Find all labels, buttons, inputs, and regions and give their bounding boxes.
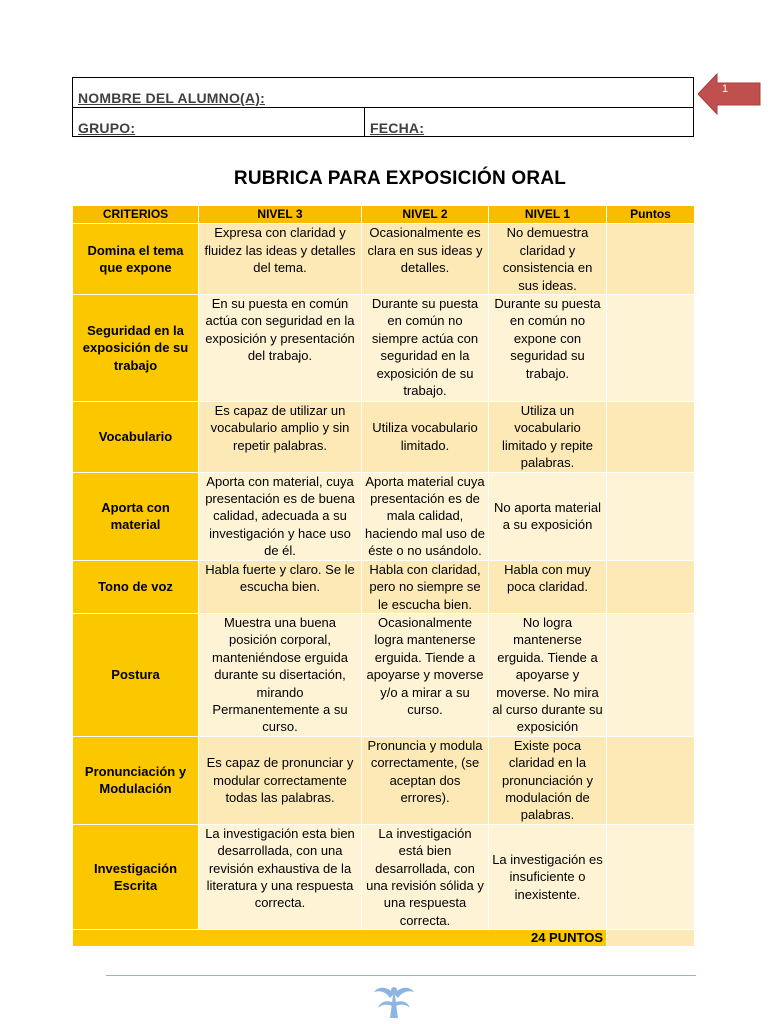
rubric-header-row: [73, 206, 695, 224]
header-criterios: CRITERIOS: [73, 206, 199, 224]
points-cell[interactable]: [607, 402, 695, 473]
page-marker-arrow: [698, 72, 762, 116]
rubric-table: [72, 205, 695, 947]
page-marker-number: 1: [721, 83, 729, 95]
student-info-box: [72, 77, 694, 137]
level-1-cell: No logra mantenerse erguida. Tiende a apoyarse y moverse. No mira al curso durante su exposición: [489, 613, 607, 736]
level-3-cell: Es capaz de utilizar un vocabulario amplio y sin repetir palabras.: [199, 402, 362, 473]
points-cell[interactable]: [607, 824, 695, 929]
floral-ornament-icon: [372, 984, 416, 1020]
points-cell[interactable]: [607, 613, 695, 736]
footer-divider: [106, 975, 696, 976]
student-name-label: NOMBRE DEL ALUMNO(A):: [78, 90, 265, 106]
criterion-cell: Vocabulario: [73, 402, 199, 473]
table-row: [73, 402, 695, 473]
points-cell[interactable]: [607, 472, 695, 560]
criterion-cell: Investigación Escrita: [73, 824, 199, 929]
level-1-cell: Habla con muy poca claridad.: [489, 560, 607, 613]
level-2-cell: Durante su puesta en común no siempre actúa con seguridad en la exposición de su trabajo.: [362, 295, 489, 402]
header-nivel-3: NIVEL 3: [199, 206, 362, 224]
table-row: [73, 613, 695, 736]
level-2-cell: Ocasionalmente es clara en sus ideas y detalles.: [362, 224, 489, 295]
level-1-cell: Utiliza un vocabulario limitado y repite palabras.: [489, 402, 607, 473]
level-2-cell: Aporta material cuya presentación es de mala calidad, haciendo mal uso de éste o no usándolo.: [362, 472, 489, 560]
level-3-cell: En su puesta en común actúa con seguridad en la exposición y presentación del trabajo.: [199, 295, 362, 402]
points-cell[interactable]: [607, 224, 695, 295]
criterion-cell: Tono de voz: [73, 560, 199, 613]
header-nivel-1: NIVEL 1: [489, 206, 607, 224]
points-cell[interactable]: [607, 736, 695, 824]
header-puntos: Puntos: [607, 206, 695, 224]
level-1-cell: Durante su puesta en común no expone con seguridad su trabajo.: [489, 295, 607, 402]
level-2-cell: La investigación está bien desarrollada, con una revisión sólida y una respuesta correcta.: [362, 824, 489, 929]
level-3-cell: Expresa con claridad y fluidez las ideas y detalles del tema.: [199, 224, 362, 295]
criterion-cell: Seguridad en la exposición de su trabajo: [73, 295, 199, 402]
total-row: [73, 930, 695, 947]
criterion-cell: Postura: [73, 613, 199, 736]
table-row: [73, 472, 695, 560]
level-3-cell: Es capaz de pronunciar y modular correctamente todas las palabras.: [199, 736, 362, 824]
points-cell[interactable]: [607, 560, 695, 613]
group-label: GRUPO:: [73, 108, 365, 137]
level-2-cell: Utiliza vocabulario limitado.: [362, 402, 489, 473]
level-1-cell: Existe poca claridad en la pronunciación y modulación de palabras.: [489, 736, 607, 824]
criterion-cell: Domina el tema que expone: [73, 224, 199, 295]
level-1-cell: No demuestra claridad y consistencia en sus ideas.: [489, 224, 607, 295]
student-name-row: [73, 78, 693, 108]
total-points: 24 PUNTOS: [73, 930, 607, 947]
criterion-cell: Pronunciación y Modulación: [73, 736, 199, 824]
level-1-cell: No aporta material a su exposición: [489, 472, 607, 560]
level-3-cell: La investigación esta bien desarrollada, con una revisión exhaustiva de la literatura y una respuesta correcta.: [199, 824, 362, 929]
criterion-cell: Aporta con material: [73, 472, 199, 560]
header-nivel-2: NIVEL 2: [362, 206, 489, 224]
points-cell[interactable]: [607, 295, 695, 402]
level-1-cell: La investigación es insuficiente o inexistente.: [489, 824, 607, 929]
table-row: [73, 224, 695, 295]
date-label: FECHA:: [370, 120, 425, 136]
table-row: [73, 824, 695, 929]
table-row: [73, 560, 695, 613]
level-3-cell: Habla fuerte y claro. Se le escucha bien.: [199, 560, 362, 613]
level-3-cell: Muestra una buena posición corporal, manteniéndose erguida durante su disertación, mirando Permanentemente a su curso.: [199, 613, 362, 736]
level-2-cell: Ocasionalmente logra mantenerse erguida. Tiende a apoyarse y moverse y/o a mirar a su curso.: [362, 613, 489, 736]
left-arrow-icon: [698, 72, 762, 116]
page-title: RUBRICA PARA EXPOSICIÓN ORAL: [233, 168, 567, 189]
level-2-cell: Habla con claridad, pero no siempre se le escucha bien.: [362, 560, 489, 613]
level-2-cell: Pronuncia y modula correctamente, (se aceptan dos errores).: [362, 736, 489, 824]
total-points-cell[interactable]: [607, 930, 695, 947]
level-3-cell: Aporta con material, cuya presentación es de buena calidad, adecuada a su investigación y hace uso de él.: [199, 472, 362, 560]
table-row: [73, 295, 695, 402]
table-row: [73, 736, 695, 824]
